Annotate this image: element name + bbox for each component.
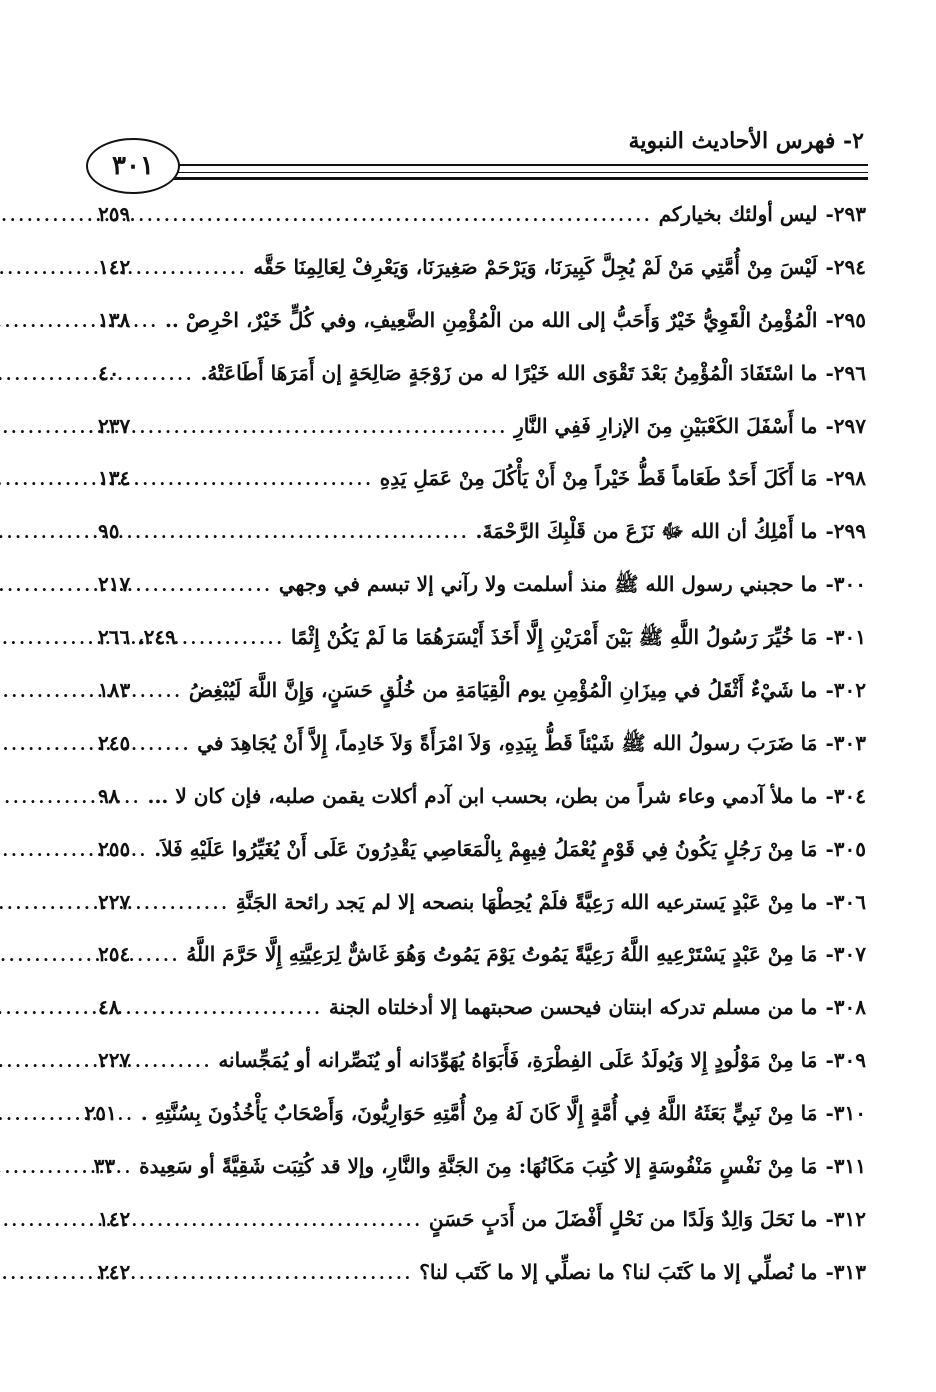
- entry-page-refs: ١٤٢: [98, 1206, 131, 1231]
- index-entry: [84, 1087, 866, 1140]
- index-entry: [98, 1034, 866, 1087]
- entry-page-refs: ٢٥٤: [98, 942, 131, 967]
- index-entry: [98, 611, 866, 664]
- index-entry: [98, 1246, 866, 1299]
- entry-page-refs: ٢٢٧: [98, 1048, 131, 1073]
- entry-page-refs: ٩٨: [98, 783, 120, 808]
- entry-number: ٣٠٢-: [825, 678, 866, 703]
- index-entry: [98, 188, 866, 241]
- entry-text: مَا مِنْ مَوْلُودٍ إِلا وَيُولَدُ عَلَى الفِطْرَةِ، فَأَبَوَاهُ يُهَوِّدَانه أو يُنَصِّرانه أو يُمَجِّسانه: [218, 1048, 818, 1073]
- dot-leader: [125, 507, 469, 560]
- dot-leader: [121, 1142, 133, 1195]
- dot-leader: [125, 349, 194, 402]
- entry-page-refs: ٢٢٧: [98, 889, 131, 914]
- dot-leader: [136, 1248, 413, 1301]
- index-entry: [98, 981, 866, 1034]
- dot-leader: [123, 1089, 135, 1142]
- entry-text: الْمُؤْمِنُ الْقَوِيُّ خَيْرٌ وَأَحَبُّ إلى الله من الْمُؤْمِنِ الضَّعِيفِ، وفي كُلٍّ خَيْرٌ، احْرِصْ ..: [164, 307, 818, 332]
- dot-leader: [182, 613, 285, 666]
- entry-number: ٢٩٥-: [825, 307, 866, 332]
- entry-page-refs: ٤٨: [98, 995, 120, 1020]
- entry-text: مَا مِنْ رَجُلٍ يَكُونُ فِي قَوْمٍ يُعْمَلُ فِيهِمْ بِالْمَعَاصِي يَقْدِرُونَ عَلَى أَنْ يُغَيِّرُوا عَلَيْهِ فَلاَ.: [154, 836, 818, 861]
- dot-leader: [136, 1195, 423, 1248]
- entry-page-refs: ١٨٣: [98, 678, 131, 703]
- dot-leader: [136, 296, 159, 349]
- entry-number: ٣١٣-: [825, 1259, 866, 1284]
- index-entry: [98, 347, 866, 400]
- entry-page-refs: ٢٣٧: [98, 413, 131, 438]
- index-entry: [98, 770, 866, 823]
- dot-leader: [136, 666, 183, 719]
- dot-leader: [136, 930, 180, 983]
- entry-text: ما نَحَلَ وَالِدٌ وَلَدًا من نَحْلٍ أَفْضَلَ من أَدَبٍ حَسَنٍ: [428, 1206, 818, 1231]
- entry-text: مَا مِنْ نَبِيٍّ بَعَثَهُ اللَّهُ فِي أُمَّةٍ إِلَّا كَانَ لَهُ مِنْ أُمَّتِهِ حَوَارِيُّونَ، وَأَصْحَابٌ يَأْخُذُونَ بِسُنَّتِهِ .: [140, 1101, 818, 1126]
- index-entry: [98, 823, 866, 876]
- index-entry: [98, 928, 866, 981]
- dot-leader: [136, 454, 374, 507]
- entry-text: ما من مسلم تدركه ابنتان فيحسن صحبتهما إلا أدخلتاه الجنة: [328, 995, 818, 1020]
- page-header: [0, 0, 936, 200]
- entry-number: ٣٠١-: [825, 625, 866, 650]
- entry-number: ٣١٢-: [825, 1206, 866, 1231]
- index-entry: [98, 452, 866, 505]
- entry-page-refs: ٤٠: [98, 360, 120, 385]
- index-entry: [98, 558, 866, 611]
- running-title: ٢- فهرس الأحاديث النبوية: [628, 128, 864, 154]
- entry-number: ٣٠٣-: [825, 730, 866, 755]
- entry-number: ٣١٠-: [825, 1101, 866, 1126]
- entry-text: ما شَيْءٌ أَثْقَلُ في مِيزَانِ الْمُؤْمِنِ يوم الْقِيَامَةِ من خُلُقٍ حَسَنٍ، وَإِنَّ اللَّهَ لَيُبْغِضُ: [188, 678, 818, 703]
- entry-text: مَا أَكَلَ أَحَدٌ طَعَاماً قَطُّ خَيْراً مِنْ أَنْ يَأْكُلَ مِنْ عَمَلِ يَدِهِ: [379, 466, 818, 491]
- index-entry: [98, 505, 866, 558]
- entry-text: مَا خُيِّرَ رَسُولُ اللَّهِ ﷺ بَيْنَ أَمْرَيْنِ إِلَّا أَخَذَ أَيْسَرَهُمَا مَا لَمْ يَكُنْ إِثْمًا: [290, 625, 818, 650]
- entry-page-refs: ١٣٨: [98, 307, 131, 332]
- index-entry: [98, 241, 866, 294]
- header-rule: [168, 177, 868, 180]
- entry-page-refs: ٢٥١: [84, 1101, 117, 1126]
- hadith-index-list: [84, 188, 866, 1299]
- entry-page-refs: ١٤٢: [98, 254, 131, 279]
- entry-page-refs: ٢٥٥: [98, 836, 131, 861]
- dot-leader: [136, 243, 247, 296]
- entry-text: مَا مِنْ عَبْدٍ يَسْتَرْعِيهِ اللَّهُ رَعِيَّةً يَمُوتُ يَوْمَ يَمُوتُ وَهُوَ غَاشٌّ لِرَعِيَّتِهِ إِلَّا حَرَّمَ اللَّهُ: [186, 942, 818, 967]
- header-rule: [168, 172, 868, 173]
- dot-leader: [136, 560, 273, 613]
- dot-leader: [136, 878, 230, 931]
- entry-number: ٣١١-: [825, 1154, 866, 1179]
- entry-number: ٢٩٩-: [825, 519, 866, 544]
- entry-number: ٢٩٨-: [825, 466, 866, 491]
- entry-number: ٢٩٤-: [825, 254, 866, 279]
- entry-page-refs: ٢٤٥: [98, 730, 131, 755]
- entry-text: ما نُصلِّي إلا ما كَتَبَ لنا؟ ما نصلِّي إلا ما كَتَب لنا؟: [419, 1259, 818, 1284]
- entry-page-refs: ٢٤٢: [98, 1259, 131, 1284]
- entry-number: ٢٩٣-: [825, 202, 866, 226]
- entry-page-refs: ٣٣: [93, 1154, 116, 1179]
- entry-number: ٣٠٠-: [825, 572, 866, 597]
- dot-leader: [136, 190, 652, 243]
- entry-number: ٣٠٨-: [825, 995, 866, 1020]
- index-entry: [98, 717, 866, 770]
- index-entry: [98, 664, 866, 717]
- entry-text: مَا ضَرَبَ رسولُ الله ﷺ شَيْئاً قَطُّ بِيَدِهِ، وَلاَ امْرَأَةً وَلاَ خَادِماً، إِلاَّ أَنْ يُجَاهِدَ في: [197, 730, 818, 755]
- entry-number: ٣٠٥-: [825, 836, 866, 861]
- page-number: ٣٠١: [86, 138, 180, 194]
- entry-number: ٣٠٩-: [825, 1048, 866, 1073]
- dot-leader: [125, 983, 322, 1036]
- entry-page-refs: ٢٥٩: [98, 202, 131, 226]
- dot-leader: [136, 1036, 212, 1089]
- entry-page-refs: ٢٤٩، ٢٦٦: [98, 625, 176, 650]
- entry-page-refs: ٩٥: [98, 519, 120, 544]
- index-entry: [98, 294, 866, 347]
- entry-number: ٢٩٦-: [825, 360, 866, 385]
- index-entry: [93, 1140, 866, 1193]
- entry-number: ٣٠٤-: [825, 783, 866, 808]
- entry-text: لَيْسَ مِنْ أُمَّتِي مَنْ لَمْ يُجِلَّ كَبِيرَنَا، وَيَرْحَمْ صَغِيرَنَا، وَيَعْرِفْ لِعَالِمِنَا حَقَّه: [253, 254, 818, 279]
- dot-leader: [125, 772, 141, 825]
- entry-number: ٢٩٧-: [825, 413, 866, 438]
- entry-page-refs: ١٣٤: [98, 466, 131, 491]
- index-entry: [98, 1193, 866, 1246]
- header-rule: [168, 164, 868, 166]
- entry-text: ما ملأ آدمي وعاء شراً من بطن، بحسب ابن آدم أكلات يقمن صلبه، فإن كان لا ...: [147, 783, 818, 808]
- index-entry: [98, 876, 866, 929]
- entry-text: ما أَمْلِكُ أن الله ﷻ نَزَعَ من قَلْبِكَ الرَّحْمَةَ.: [475, 519, 818, 544]
- index-entry: [98, 400, 866, 453]
- entry-text: ما مِنْ عَبْدٍ يَسترعيه الله رَعِيَّةً فلَمْ يُحِطْهَا بنصحه إلا لم يَجد رائحة الجَنَّةِ: [235, 889, 818, 914]
- entry-page-refs: ٢١٧: [98, 572, 131, 597]
- dot-leader: [136, 825, 148, 878]
- entry-number: ٣٠٧-: [825, 942, 866, 967]
- entry-text: ليس أولئك بخياركم: [658, 202, 818, 226]
- entry-text: مَا مِنْ نَفْسٍ مَنْفُوسَةٍ إلا كُتِبَ مَكَانُهَا: مِنَ الجَنَّةِ والنَّارِ، وإلا قد كُتِبَت شَقِيَّةً أو سَعِيدة: [139, 1154, 818, 1179]
- entry-number: ٣٠٦-: [825, 889, 866, 914]
- entry-text: ما أَسْفَلَ الكَعْبَيْنِ مِنَ الإزارِ فَفِي النَّارِ: [514, 413, 818, 438]
- dot-leader: [136, 402, 508, 455]
- dot-leader: [136, 719, 191, 772]
- entry-text: ما اسْتَفَادَ الْمُؤْمِنُ بَعْدَ تَقْوَى الله خَيْرًا له من زَوْجَةٍ صَالِحَةٍ إن أَمَرَهَا أَطَاعَتْهُ.: [200, 360, 818, 385]
- entry-text: ما حجبني رسول الله ﷺ منذ أسلمت ولا رآني إلا تبسم في وجهي: [278, 572, 818, 597]
